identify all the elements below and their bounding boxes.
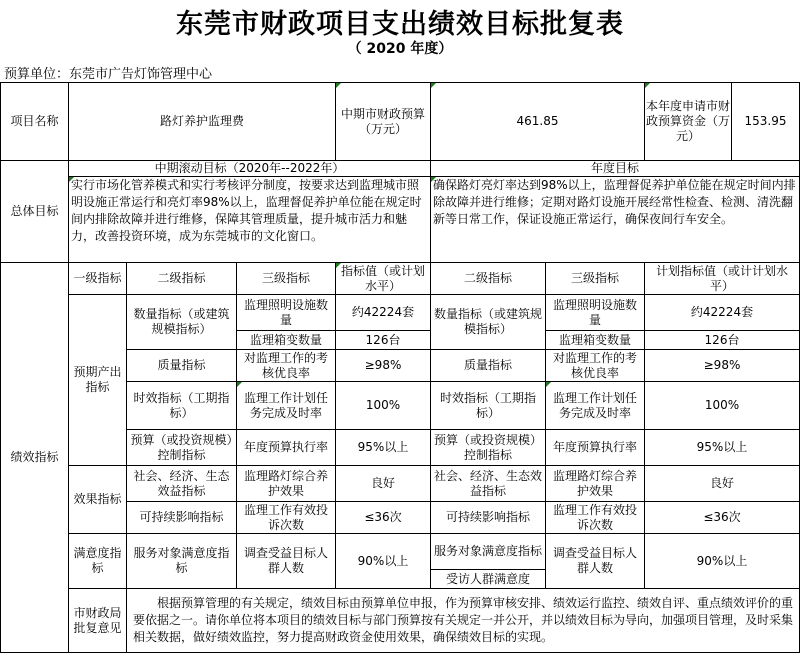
cell-l3: 年度预算执行率 (237, 430, 336, 466)
cell-l3: 监理路灯综合养护效果 (237, 466, 336, 502)
cell-l3: 监理工作计划任务完成及时率 (237, 382, 336, 430)
table-row (1, 295, 800, 331)
cell-value: 95%以上 (336, 430, 431, 466)
group-effect: 效果指标 (69, 466, 127, 534)
cell-l2-b: 数量指标（或建筑规模指标） (431, 295, 546, 350)
cell-l2: 服务对象满意度指标 (127, 534, 237, 589)
header-value-mid: 指标值（或计划水平） (336, 263, 431, 295)
mid-term-header: 中期滚动目标（2020年--2022年） (69, 161, 431, 177)
cell-l3-b: 监理工作有效投诉次数 (546, 502, 645, 534)
cell-l3-b: 监理路灯综合养护效果 (546, 466, 645, 502)
cell-value: ≥98% (336, 350, 431, 382)
project-name-value: 路灯养护监理费 (69, 83, 336, 161)
cell-l2-b: 预算（或投资规模）控制指标 (431, 430, 546, 466)
cell-l2: 社会、经济、生态效益指标 (127, 466, 237, 502)
cell-value: 126台 (336, 331, 431, 350)
mid-budget-label: 中期市财政预算（万元） (336, 83, 431, 161)
cell-l2: 质量指标 (127, 350, 237, 382)
cell-value: 良好 (336, 466, 431, 502)
project-name-label: 项目名称 (1, 83, 69, 161)
cell-l2-b: 社会、经济、生态效益指标 (431, 466, 546, 502)
cell-value-b: ≥98% (645, 350, 800, 382)
cell-value-b: 100% (645, 382, 800, 430)
cell-l2: 数量指标（或建筑规模指标） (127, 295, 237, 350)
cell-l2: 时效指标（工期指标） (127, 382, 237, 430)
header-level2-b: 二级指标 (431, 263, 546, 295)
page-title: 东莞市财政项目支出绩效目标批复表 (176, 9, 624, 40)
cell-l2-b: 质量指标 (431, 350, 546, 382)
budget-unit: 预算单位：东莞市广告灯饰管理中心 (4, 67, 213, 82)
cell-value-b: 90%以上 (645, 534, 800, 589)
group-satisfaction: 满意度指标 (69, 534, 127, 589)
cell-value-b: 95%以上 (645, 430, 800, 466)
cell-l3: 监理照明设施数量 (237, 295, 336, 331)
cell-value-b: 良好 (645, 466, 800, 502)
cell-l2-b: 受访人群满意度 (431, 570, 546, 589)
cell-value: 90%以上 (336, 534, 431, 589)
cell-l2-b: 可持续影响指标 (431, 502, 546, 534)
cell-l2: 预算（或投资规模）控制指标 (127, 430, 237, 466)
cell-l2-b: 时效指标（工期指标） (431, 382, 546, 430)
group-output: 预期产出指标 (69, 295, 127, 466)
cell-l3-b: 对监理工作的考核优良率 (546, 350, 645, 382)
cell-l3: 监理箱变数量 (237, 331, 336, 350)
cell-l2-b: 服务对象满意度指标 (431, 534, 546, 570)
cell-value: ≤36次 (336, 502, 431, 534)
cell-value: 约42224套 (336, 295, 431, 331)
cell-l3: 调查受益目标人群人数 (237, 534, 336, 589)
cell-l3: 对监理工作的考核优良率 (237, 350, 336, 382)
annual-header: 年度目标 (431, 161, 800, 177)
cell-l3-b: 监理工作计划任务完成及时率 (546, 382, 645, 430)
table-row (1, 534, 800, 570)
cell-l2: 可持续影响指标 (127, 502, 237, 534)
table-row (1, 466, 800, 502)
cell-l3-b: 调查受益目标人群人数 (546, 534, 645, 589)
header-value-annual: 计划指标值（或计计划水平） (645, 263, 800, 295)
cell-l3-b: 监理照明设施数量 (546, 295, 645, 331)
annual-text: 确保路灯亮灯率达到98%以上，监理督促养护单位能在规定时间内排除故障并进行维修；定期对路灯设施开展经常性检查、检测、清洗翻新等日常工作，保证设施正常运行，确保夜间行车安全。 (431, 177, 800, 263)
header-level3-b: 三级指标 (546, 263, 645, 295)
cell-value: 100% (336, 382, 431, 430)
performance-table (0, 82, 800, 653)
performance-label: 绩效指标 (1, 263, 69, 653)
mid-term-text: 实行市场化管养模式和实行考核评分制度，按要求达到监理城市照明设施正常运行和亮灯率98%以上，监理督促养护单位能在规定时间内排除故障并进行维修，保障其管理质量，提升城市活力和魅力，改善投资环境，成为东莞城市的文化窗口。 (69, 177, 431, 263)
overall-goal-label: 总体目标 (1, 161, 69, 263)
cell-value-b: ≤36次 (645, 502, 800, 534)
opinion-text: 根据预算管理的有关规定，绩效目标由预算单位申报，作为预算审核安排、绩效运行监控、绩效自评、重点绩效评价的重要依据之一。请你单位将本项目的绩效目标与部门预算按有关规定一并公开，并以绩效目标为导向，加强项目管理，及时采集相关数据，做好绩效监控，努力提高财政资金使用效果，确保绩效目标的实现。 (127, 589, 800, 653)
header-level2: 二级指标 (127, 263, 237, 295)
opinion-label: 市财政局批复意见 (69, 589, 127, 653)
year-budget-label: 本年度申请市财政预算资金（万元） (645, 83, 732, 160)
header-level3: 三级指标 (237, 263, 336, 295)
cell-value-b: 126台 (645, 331, 800, 350)
cell-l3-b: 年度预算执行率 (546, 430, 645, 466)
header-level1: 一级指标 (69, 263, 127, 295)
cell-value-b: 约42224套 (645, 295, 800, 331)
year-budget-value: 153.95 (744, 114, 787, 128)
cell-l3-b: 监理箱变数量 (546, 331, 645, 350)
cell-l3: 监理工作有效投诉次数 (237, 502, 336, 534)
year-line: （ 2020 年度） (347, 41, 453, 57)
mid-budget-value: 461.85 (431, 83, 645, 161)
